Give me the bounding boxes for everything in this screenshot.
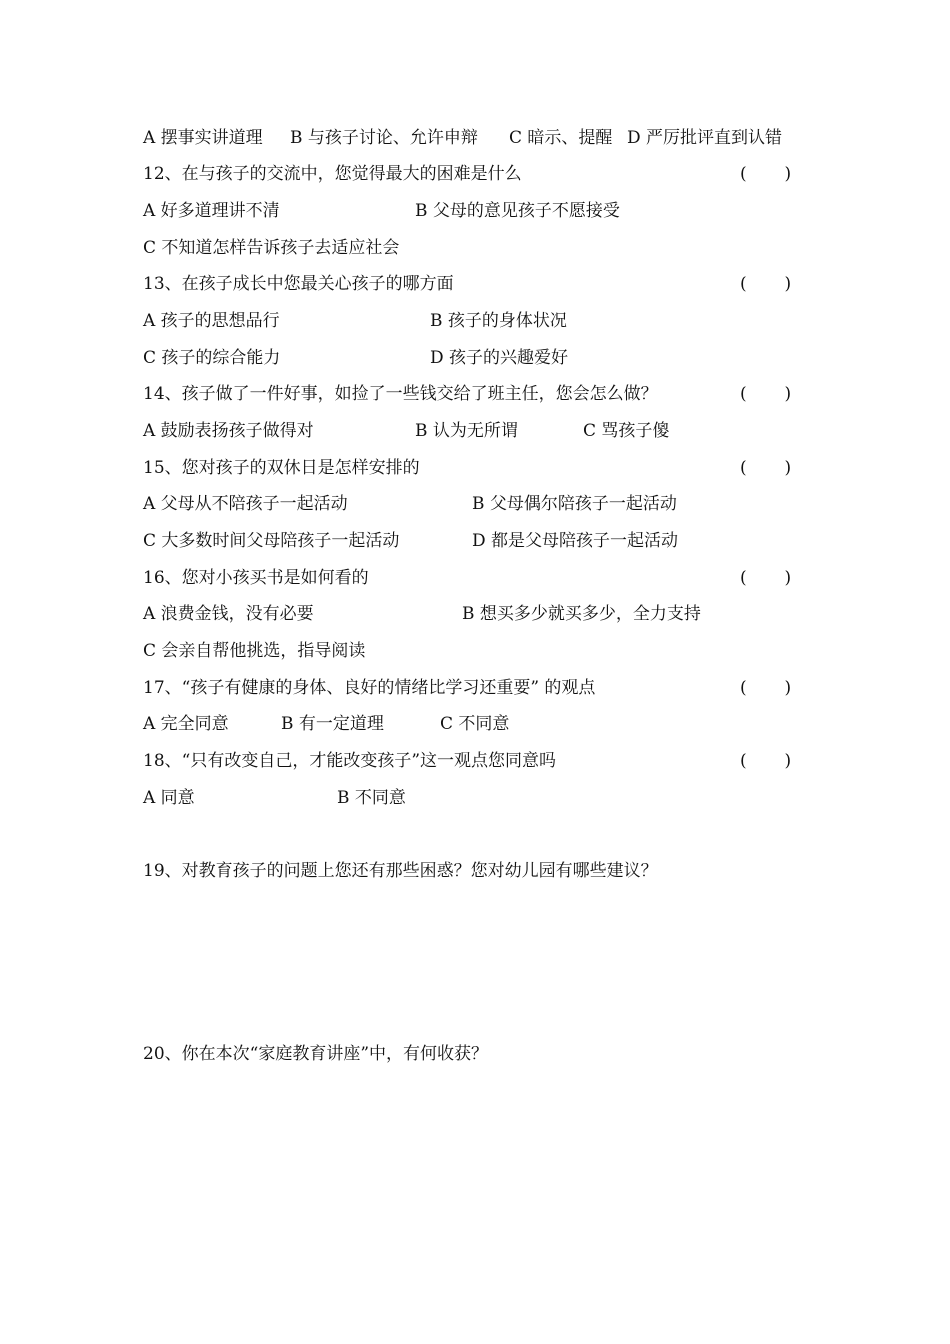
q15-question: 15、您对孩子的双休日是怎样安排的: [143, 458, 420, 478]
q11-option-d: D 严厉批评直到认错: [627, 128, 783, 148]
q17-option-c: C 不同意: [440, 714, 510, 734]
q11-option-b: B 与孩子讨论、允许申辩: [290, 128, 478, 148]
q14-question: 14、孩子做了一件好事，如捡了一些钱交给了班主任，您会怎么做？: [143, 384, 658, 404]
q11-option-c: C 暗示、提醒: [509, 128, 613, 148]
q13-option-b: B 孩子的身体状况: [430, 311, 567, 331]
q14-option-a: A 鼓励表扬孩子做得对: [143, 421, 314, 441]
q13-option-d: D 孩子的兴趣爱好: [430, 348, 569, 368]
q16-option-c: C 会亲自帮他挑选，指导阅读: [143, 641, 366, 661]
q12-option-a: A 好多道理讲不清: [143, 201, 280, 221]
q17-question: 17、“孩子有健康的身体、良好的情绪比学习还重要” 的观点: [143, 678, 596, 698]
q13-option-a: A 孩子的思想品行: [143, 311, 280, 331]
q18-option-b: B 不同意: [337, 788, 406, 808]
q11-option-a: A 摆事实讲道理: [143, 128, 263, 148]
q15-option-c: C 大多数时间父母陪孩子一起活动: [143, 531, 400, 551]
q15-option-d: D 都是父母陪孩子一起活动: [472, 531, 679, 551]
q14-option-b: B 认为无所谓: [415, 421, 518, 441]
q18-question: 18、“只有改变自己，才能改变孩子”这一观点您同意吗: [143, 751, 557, 771]
q12-answer-blank: ( ): [740, 164, 792, 184]
q17-answer-blank: ( ): [740, 678, 792, 698]
q12-question: 12、在与孩子的交流中，您觉得最大的困难是什么: [143, 164, 522, 184]
q15-option-b: B 父母偶尔陪孩子一起活动: [472, 494, 677, 514]
q15-option-a: A 父母从不陪孩子一起活动: [143, 494, 348, 514]
q20-question: 20、你在本次“家庭教育讲座”中，有何收获？: [143, 1044, 489, 1064]
q16-answer-blank: ( ): [740, 568, 792, 588]
q13-question: 13、在孩子成长中您最关心孩子的哪方面: [143, 274, 454, 294]
q18-option-a: A 同意: [143, 788, 195, 808]
q13-option-c: C 孩子的综合能力: [143, 348, 281, 368]
q19-question: 19、对教育孩子的问题上您还有那些困惑？您对幼儿园有哪些建议？: [143, 861, 658, 881]
q15-answer-blank: ( ): [740, 458, 792, 478]
q16-option-a: A 浪费金钱，没有必要: [143, 604, 314, 624]
q14-option-c: C 骂孩子傻: [583, 421, 670, 441]
q18-answer-blank: ( ): [740, 751, 792, 771]
q16-question: 16、您对小孩买书是如何看的: [143, 568, 369, 588]
q17-option-a: A 完全同意: [143, 714, 229, 734]
q12-option-c: C 不知道怎样告诉孩子去适应社会: [143, 238, 400, 258]
q17-option-b: B 有一定道理: [281, 714, 384, 734]
q12-option-b: B 父母的意见孩子不愿接受: [415, 201, 620, 221]
q13-answer-blank: ( ): [740, 274, 792, 294]
q16-option-b: B 想买多少就买多少，全力支持: [462, 604, 701, 624]
q14-answer-blank: ( ): [740, 384, 792, 404]
